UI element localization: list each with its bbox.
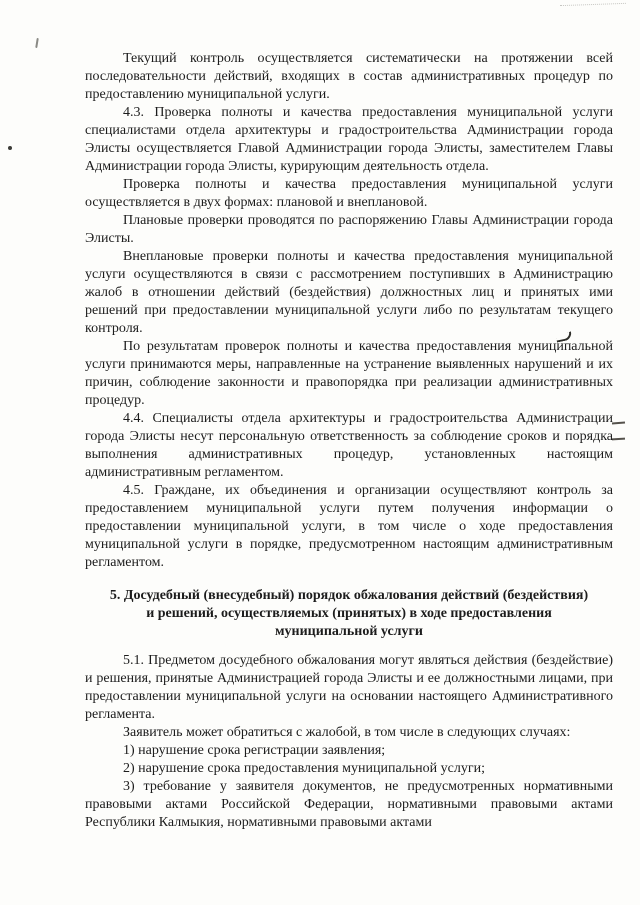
paragraph-planned-checks: Плановые проверки проводятся по распоряжению Главы Администрации города Элисты. xyxy=(85,213,613,246)
text-block xyxy=(85,50,613,832)
scan-artifact-margin-dash xyxy=(612,438,625,441)
scan-artifact-top-right xyxy=(560,3,626,12)
paragraph-unplanned-checks: Внеплановые проверки полноты и качества предоставления муниципальной услуги осуществляются в связи с рассмотрением поступивших в Администрацию жалоб в отношении действий (бездействия) должностных лиц и принятых ими решений при предоставлении муниципальной услуги либо по результатам текущего контроля. xyxy=(85,249,613,336)
scan-artifact-margin-dash xyxy=(612,422,625,425)
list-item-1: 1) нарушение срока регистрации заявления; xyxy=(123,743,386,758)
list-item-2: 2) нарушение срока предоставления муниципальной услуги; xyxy=(123,761,485,776)
section-5-heading-line-1: 5. Досудебный (внесудебный) порядок обжалования действий (бездействия) xyxy=(109,588,589,603)
paragraph-check-results: По результатам проверок полноты и качества предоставления муниципальной услуги принимаются меры, направленные на устранение выявленных нарушений и их причин, соблюдение законности и правопорядка при реализации административных процедур. xyxy=(85,339,613,408)
list-item-3: 3) требование у заявителя документов, не предусмотренных нормативными правовыми актами Российской Федерации, нормативными правовыми актами Республики Калмыкия, нормативными правовыми актами xyxy=(85,779,613,830)
scan-artifact-pen-mark xyxy=(35,38,39,48)
paragraph-complaint-intro: Заявитель может обратиться с жалобой, в том числе в следующих случаях: xyxy=(123,725,571,740)
section-5-heading xyxy=(85,587,613,641)
scan-artifact-dot xyxy=(8,146,12,150)
paragraph-5-1: 5.1. Предметом досудебного обжалования могут являться действия (бездействие) и решения, принятые Администрацией города Элисты и ее должностными лицами, при предоставлении муниципальной услуги на основании настоящего Административного регламента. xyxy=(85,653,613,722)
paragraph-check-forms: Проверка полноты и качества предоставления муниципальной услуги осуществляется в двух формах: плановой и внеплановой. xyxy=(85,177,613,210)
paragraph-4-4: 4.4. Специалисты отдела архитектуры и градостроительства Администрации города Элисты несут персональную ответственность за соблюдение сроков и порядка выполнения административных процедур, установленных настоящим административным регламентом. xyxy=(85,411,613,480)
paragraph-4-3: 4.3. Проверка полноты и качества предоставления муниципальной услуги специалистами отдела архитектуры и градостроительства Администрации города Элисты осуществляется Главой Администрации города Элисты, заместителем Главы Администрации города Элисты, курирующим деятельность отдела. xyxy=(85,105,613,174)
paragraph-current-control: Текущий контроль осуществляется систематически на протяжении всей последовательности действий, входящих в состав административных процедур по предоставлению муниципальной услуги. xyxy=(85,51,613,102)
section-5-heading-line-3: муниципальной услуги xyxy=(275,624,423,639)
section-5-heading-line-2: и решений, осуществляемых (принятых) в ходе предоставления xyxy=(146,606,552,621)
paragraph-4-5: 4.5. Граждане, их объединения и организации осуществляют контроль за предоставлением муниципальной услуги путем получения информации о предоставлении муниципальной услуги, в том числе о ходе предоставления муниципальной услуги в порядке, предусмотренном настоящим административным регламентом. xyxy=(85,483,613,570)
